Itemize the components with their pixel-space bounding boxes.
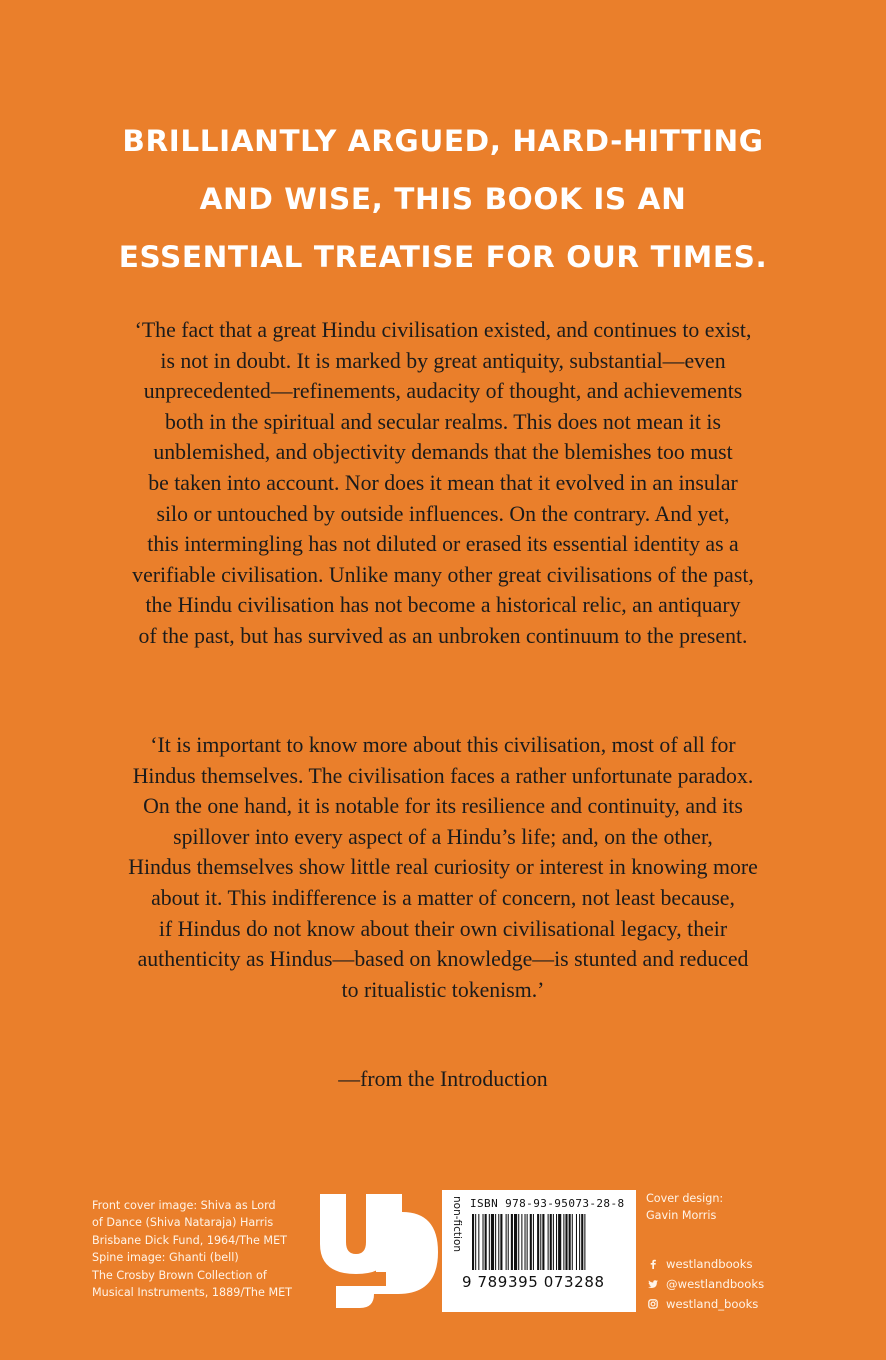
excerpt-line: both in the spiritual and secular realms. This does not mean it is xyxy=(165,409,721,434)
twitter-icon xyxy=(648,1279,658,1289)
barcode-bar xyxy=(533,1214,534,1270)
excerpt-line: ‘The fact that a great Hindu civilisation existed, and continues to exist, xyxy=(134,318,752,342)
social-handle: @westlandbooks xyxy=(666,1277,765,1291)
headline-line: BRILLIANTLY ARGUED, HARD-HITTING xyxy=(122,124,764,158)
barcode-bar xyxy=(483,1214,484,1270)
barcode-bar xyxy=(491,1214,494,1270)
barcode-bar xyxy=(514,1214,517,1270)
barcode-bar xyxy=(485,1214,487,1270)
social-link-twitter[interactable] xyxy=(648,1274,764,1294)
barcode-digits: 9 789395 073288 xyxy=(462,1273,605,1291)
excerpt-line: authenticity as Hindus—based on knowledge—is stunted and reduced xyxy=(137,947,749,972)
credit-line: Spine image: Ghanti (bell) xyxy=(92,1251,239,1265)
design-credit-line: Cover design: xyxy=(646,1192,724,1205)
headline-line: AND WISE, THIS BOOK IS AN xyxy=(199,182,687,216)
social-handle: westlandbooks xyxy=(666,1257,753,1271)
barcode-bar xyxy=(495,1214,496,1270)
excerpt-line: is not in doubt. It is marked by great antiquity, substantial—even xyxy=(160,348,726,373)
barcode-bar xyxy=(572,1214,573,1270)
headline-line: ESSENTIAL TREATISE FOR OUR TIMES. xyxy=(118,240,768,274)
excerpt-line: this intermingling has not diluted or erased its essential identity as a xyxy=(147,532,739,557)
credit-line: of Dance (Shiva Nataraja) Harris xyxy=(92,1216,274,1230)
barcode-bar xyxy=(498,1214,499,1270)
barcode-bar xyxy=(563,1214,564,1270)
excerpt-line: if Hindus do not know about their own civilisational legacy, their xyxy=(158,916,728,941)
design-credit-line: Gavin Morris xyxy=(646,1209,717,1223)
excerpt-line: unprecedented—refinements, audacity of thought, and achievements xyxy=(143,379,743,404)
barcode-bar xyxy=(553,1214,554,1270)
excerpt-paragraph-1 xyxy=(50,315,836,652)
barcode-bar xyxy=(576,1214,577,1270)
barcode-bar xyxy=(581,1214,583,1270)
barcode-bar xyxy=(584,1214,585,1270)
barcode-bar xyxy=(500,1214,502,1270)
barcode-bar xyxy=(565,1214,567,1270)
barcode-bar xyxy=(472,1214,474,1270)
headline-blurb xyxy=(40,112,846,286)
barcode-bar xyxy=(475,1214,476,1270)
isbn-label: ISBN 978-93-95073-28-8 xyxy=(470,1197,625,1210)
excerpt-line: of the past, but has survived as an unbroken continuum to the present. xyxy=(138,623,748,648)
excerpt-paragraph-2 xyxy=(50,730,836,1005)
barcode-bar xyxy=(548,1214,549,1270)
barcode-bar xyxy=(489,1214,490,1270)
excerpt-line: On the one hand, it is notable for its resilience and continuity, and its xyxy=(143,794,743,819)
barcode-bar xyxy=(556,1214,557,1270)
credit-line: Front cover image: Shiva as Lord xyxy=(92,1199,276,1212)
excerpt-line: the Hindu civilisation has not become a historical relic, an antiquary xyxy=(145,593,741,618)
barcode-bar xyxy=(521,1214,522,1270)
barcode-bar xyxy=(530,1214,532,1270)
barcode-bar xyxy=(525,1214,526,1270)
excerpt-line: ‘It is important to know more about this civilisation, most of all for xyxy=(150,733,736,757)
excerpt-line: be taken into account. Nor does it mean that it evolved in an insular xyxy=(148,470,738,495)
credit-line: Brisbane Dick Fund, 1964/The MET xyxy=(92,1233,287,1247)
excerpt-line: Hindus themselves. The civilisation faces a rather unfortunate paradox. xyxy=(132,763,754,788)
social-link-facebook[interactable] xyxy=(648,1254,764,1274)
barcode-bar xyxy=(511,1214,513,1270)
barcode-bar xyxy=(527,1214,528,1270)
social-handle: westland_books xyxy=(666,1297,759,1311)
barcode-bar xyxy=(537,1214,539,1270)
barcode-bar xyxy=(542,1214,544,1270)
design-credit xyxy=(646,1190,723,1225)
social-links xyxy=(648,1254,764,1314)
social-link-instagram[interactable] xyxy=(648,1294,764,1314)
excerpt-line: about it. This indifference is a matter of concern, not least because, xyxy=(151,885,735,910)
image-credits xyxy=(92,1197,332,1301)
publisher-logo xyxy=(316,1190,442,1312)
excerpt-attribution: —from the Introduction xyxy=(338,1067,548,1091)
facebook-icon xyxy=(648,1259,658,1269)
barcode-bar xyxy=(540,1214,541,1270)
barcode-bar xyxy=(579,1214,580,1270)
credit-line: The Crosby Brown Collection of xyxy=(92,1268,267,1282)
excerpt-line: to ritualistic tokenism.’ xyxy=(341,977,545,1002)
excerpt-line: silo or untouched by outside influences. On the contrary. And yet, xyxy=(156,501,730,526)
instagram-icon xyxy=(648,1299,658,1309)
barcode-bar xyxy=(506,1214,507,1270)
excerpt-line: verifiable civilisation. Unlike many other great civilisations of the past, xyxy=(132,562,754,587)
excerpt-line: spillover into every aspect of a Hindu’s life; and, on the other, xyxy=(173,824,713,849)
barcode xyxy=(470,1214,628,1270)
category-label: non-fiction xyxy=(451,1196,463,1253)
barcode-bar xyxy=(518,1214,519,1270)
excerpt-line: unblemished, and objectivity demands that the blemishes too must xyxy=(153,440,733,465)
barcode-bar xyxy=(558,1214,561,1270)
barcode-bar xyxy=(569,1214,571,1270)
barcode-bar xyxy=(508,1214,509,1270)
credit-line: Musical Instruments, 1889/The MET xyxy=(92,1286,293,1300)
barcode-bar xyxy=(550,1214,552,1270)
barcode-bar xyxy=(478,1214,479,1270)
excerpt-line: Hindus themselves show little real curiosity or interest in knowing more xyxy=(128,855,758,880)
